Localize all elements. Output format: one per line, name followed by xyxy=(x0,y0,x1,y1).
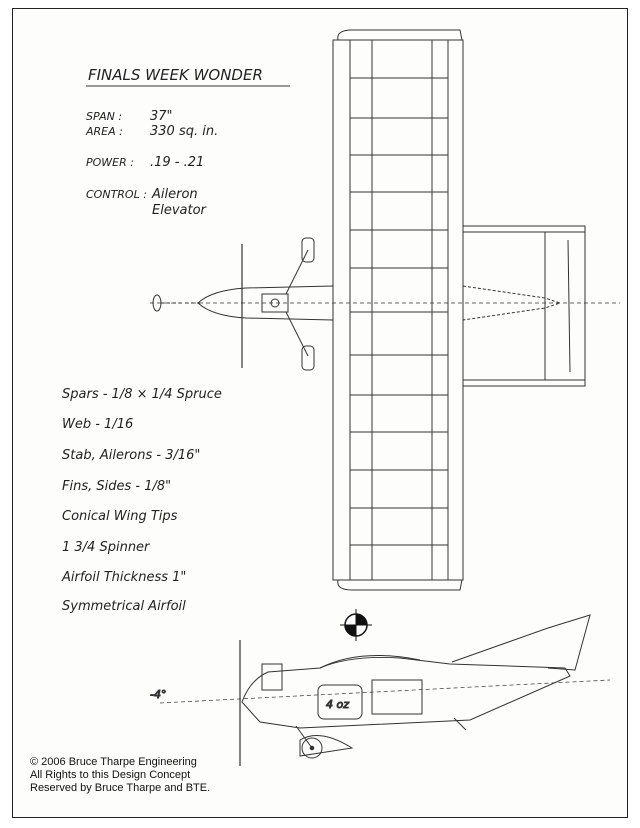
wing-tip-bottom xyxy=(338,580,462,590)
spec-power-value: .19 - .21 xyxy=(150,155,205,170)
note-web: Web - 1/16 xyxy=(62,417,134,432)
build-notes xyxy=(61,387,222,614)
stabilizer-top-view xyxy=(463,226,585,386)
thrust-line xyxy=(160,680,610,703)
spec-list xyxy=(85,109,218,218)
wheel-top-right xyxy=(302,346,314,370)
wing-top-view xyxy=(333,30,463,590)
wing-ribs xyxy=(350,78,448,545)
spec-area-label: AREA : xyxy=(86,125,123,138)
plan-title: FINALS WEEK WONDER xyxy=(88,66,263,84)
spec-area-value: 330 sq. in. xyxy=(150,124,219,139)
spec-control-label: CONTROL : xyxy=(86,188,147,201)
spec-span-value: 37" xyxy=(150,109,173,124)
fuselage-side xyxy=(242,657,570,728)
wing-outline xyxy=(333,40,463,580)
note-spars: Spars - 1/8 × 1/4 Spruce xyxy=(62,387,222,402)
cg-symbol xyxy=(340,609,372,641)
copyright-line-1: © 2006 Bruce Tharpe Engineering xyxy=(30,756,197,768)
spec-control-value-2: Elevator xyxy=(152,203,206,218)
vertical-fin xyxy=(452,615,590,670)
radio-bay xyxy=(372,680,422,714)
note-spinner: 1 3/4 Spinner xyxy=(62,540,150,555)
fuselage-top-view xyxy=(150,238,620,370)
wing-tip-top xyxy=(338,30,462,40)
spec-span-label: SPAN : xyxy=(86,110,123,123)
note-wing-tips: Conical Wing Tips xyxy=(62,509,178,524)
note-airfoil-thickness: Airfoil Thickness 1" xyxy=(62,570,187,585)
note-stab-ailerons: Stab, Ailerons - 3/16" xyxy=(62,448,201,463)
copyright-notice xyxy=(30,756,210,795)
incidence-label: -4° xyxy=(150,688,167,701)
note-fins-sides: Fins, Sides - 1/8" xyxy=(62,479,172,494)
note-airfoil-type: Symmetrical Airfoil xyxy=(62,599,186,614)
spec-control-value-1: Aileron xyxy=(152,187,198,202)
spec-power-label: POWER : xyxy=(86,156,134,169)
stab-outline xyxy=(463,226,585,386)
fuel-tank-label: 4 oz xyxy=(326,698,349,711)
copyright-line-2: All Rights to this Design Concept xyxy=(30,769,191,781)
engine-side xyxy=(262,664,282,690)
copyright-line-3: Reserved by Bruce Tharpe and BTE. xyxy=(30,782,211,794)
side-view xyxy=(150,615,610,766)
